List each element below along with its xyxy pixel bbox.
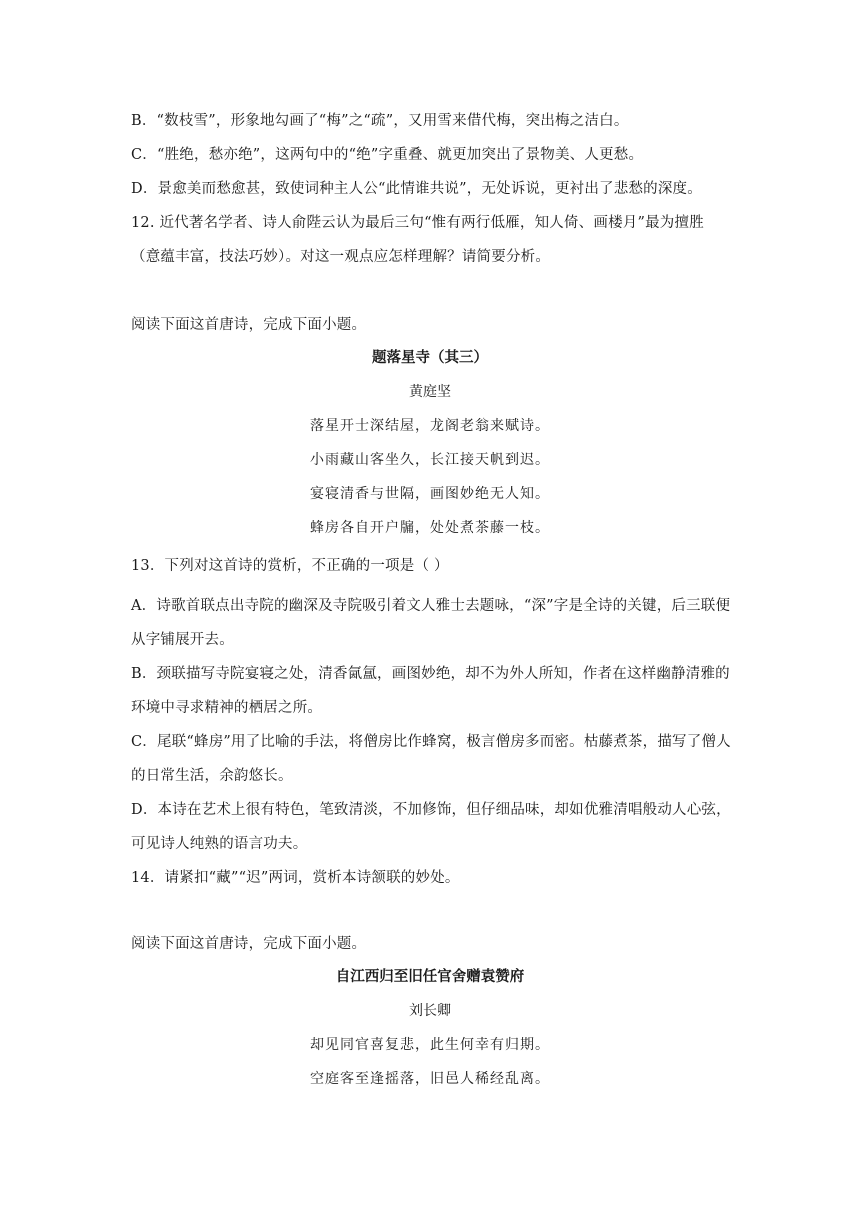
section1-intro: 阅读下面这首唐诗，完成下面小题。: [131, 317, 367, 333]
section2-poem-line: 却见同官喜复悲，此生何幸有归期。: [310, 1037, 550, 1053]
question-12: 12. 近代著名学者、诗人俞陛云认为最后三句“惟有两行低雁，知人倚、画楼月”最为擅胜（意蕴丰富，技法巧妙）。对这一观点应怎样理解？请简要分析。: [131, 215, 704, 265]
section1-poem-title: 题落星寺（其三）: [372, 349, 488, 366]
section1-poem-author: 黄庭坚: [409, 384, 451, 400]
question-14: 14．请紧扣“藏”“迟”两词，赏析本诗颔联的妙处。: [131, 870, 460, 886]
question-13-stem: 13．下列对这首诗的赏析，不正确的一项是（ ）: [131, 558, 449, 574]
section1-poem-line: 落星开士深结屋，龙阁老翁来赋诗。: [310, 418, 550, 434]
section1-poem-line: 小雨藏山客坐久，长江接天帆到迟。: [310, 452, 550, 468]
section2-poem-title: 自江西归至旧任官舍赠袁赞府: [335, 968, 525, 985]
section2-poem-line: 空庭客至逢摇落，旧邑人稀经乱离。: [310, 1071, 550, 1087]
q13-option-b: B．颈联描写寺院宴寝之处，清香氤氲，画图妙绝，却不为外人所知，作者在这样幽静清雅的环境中寻求精神的栖居之所。: [131, 666, 730, 716]
section1-poem-line: 蜂房各自开户牖，处处煮茶藤一枝。: [310, 520, 550, 536]
q13-option-c: C．尾联“蜂房”用了比喻的手法，将僧房比作蜂窝，极言僧房多而密。枯藤煮茶，描写了僧人的日常生活，余韵悠长。: [131, 734, 731, 784]
q13-option-a: A．诗歌首联点出寺院的幽深及寺院吸引着文人雅士去题咏，“深”字是全诗的关键，后三联便从字铺展开去。: [131, 598, 731, 648]
section2-poem-author: 刘长卿: [409, 1003, 451, 1019]
section2-intro: 阅读下面这首唐诗，完成下面小题。: [131, 936, 367, 952]
q11-option-c: C．“胜绝，愁亦绝”，这两句中的“绝”字重叠、就更加突出了景物美、人更愁。: [131, 147, 644, 163]
q11-option-b: B．“数枝雪”，形象地勾画了“梅”之“疏”，又用雪来借代梅，突出梅之洁白。: [131, 113, 629, 129]
section1-poem-line: 宴寝清香与世隔，画图妙绝无人知。: [310, 486, 550, 502]
q13-option-d: D．本诗在艺术上很有特色，笔致清淡，不加修饰，但仔细品味，却如优雅清唱般动人心弦，可见诗人纯熟的语言功夫。: [131, 802, 731, 852]
q11-option-d: D．景愈美而愁愈甚，致使词种主人公“此情谁共说”，无处诉说，更衬出了悲愁的深度。: [131, 181, 702, 197]
